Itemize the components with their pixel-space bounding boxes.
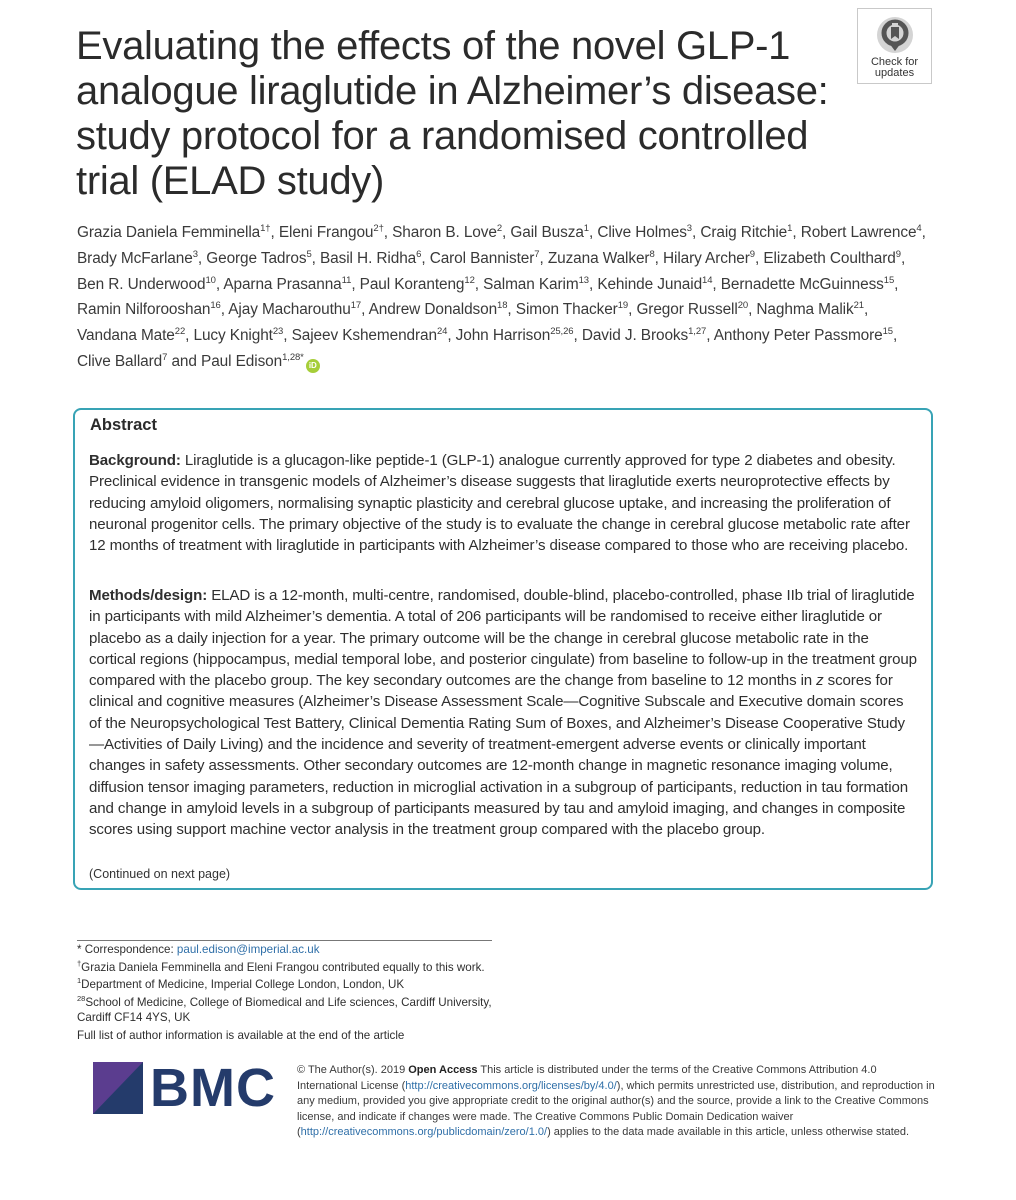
author-name-text: Simon Thacker xyxy=(515,301,618,319)
author-name-text: Kehinde Junaid xyxy=(597,275,703,293)
author-affiliation-sup: 7 xyxy=(534,248,540,260)
author-info-note: Full list of author information is available at the end of the article xyxy=(77,1028,405,1042)
author-name xyxy=(77,327,185,344)
license-text-3: ) applies to the data made available in this article, unless otherwise stated. xyxy=(547,1126,910,1139)
author-name xyxy=(77,353,167,370)
author-affiliation-sup: 10 xyxy=(205,274,216,286)
title-line: Evaluating the effects of the novel GLP-1 xyxy=(76,24,791,68)
author-name xyxy=(279,224,384,241)
background-label: Background: xyxy=(89,452,181,469)
author-affiliation-sup: 5 xyxy=(306,248,312,260)
author-name-text: Ramin Nilforooshan xyxy=(77,301,211,319)
abstract-background xyxy=(89,450,919,556)
author-name xyxy=(597,276,712,293)
author-affiliation-sup: 1,28* xyxy=(282,351,304,363)
open-access-label: Open Access xyxy=(408,1064,478,1076)
author-name xyxy=(228,301,361,318)
affiliation-28-text: School of Medicine, College of Biomedical and Life sciences, Cardiff University, Cardiff CF14 4YS, UK xyxy=(77,995,492,1025)
author-name xyxy=(714,327,893,344)
author-name-text: Gregor Russell xyxy=(636,301,738,319)
author-affiliation-sup: 8 xyxy=(649,248,655,260)
author-name xyxy=(721,276,894,293)
check-for-updates-line2: updates xyxy=(874,67,915,79)
author-affiliation-sup: 1,27 xyxy=(688,326,707,338)
author-name-text: Eleni Frangou xyxy=(278,224,374,241)
author-list: Grazia Daniela Femminella$^{1\dagger}$, Eleni Frangou$^{2\dagger}$, Sharon B. Love$^2$, Gail Busza$^1$, Clive Holmes$^3$, Craig Ritchie$^1$, Robert Lawrence$^4$, Brady McFarlane$^3$, George Tadros$^5$, Basil H. Ridha$^6$, Carol Bannister$^7$, Zuzana Walker$^8$, Hilary Archer$^9$, Elizabeth Coulthard$^9$, Ben R. Underwood$^{10}$, Aparna Prasanna$^{11}$, Paul Koranteng$^{12}$, Salman Karim$^{13}$, Kehinde Junaid$^{14}$, Bernadette McGuinness$^{15}$, Ramin Nilforooshan$^{16}$, Ajay Macharouthu$^{17}$, Andrew Donaldson$^{18}$, Simon Thacker$^{19}$, Gregor Russell$^{20}$, Naghma Malik$^{21}$, Vandana Mate$^{22}$, Lucy Knight$^{23}$, Sajeev Kshemendran$^{24}$, John Harrison$^{25,26}$, David J. Brooks$^{1,27}$, Anthony Peter Passmore$^{15}$, Clive Ballard$^7$ and Paul Edison$^{1,28*}$iD xyxy=(77,220,927,375)
affiliation-28-sup: 28 xyxy=(77,993,86,1003)
author-affiliation-sup: 1 xyxy=(583,222,589,234)
author-name xyxy=(369,301,508,318)
author-affiliation-sup: 15 xyxy=(882,326,893,338)
title-line: analogue liraglutide in Alzheimer’s disease: xyxy=(76,69,829,113)
affiliation-1 xyxy=(77,977,492,993)
author-affiliation-sup: 19 xyxy=(617,300,629,312)
author-name xyxy=(292,327,448,344)
author-name xyxy=(320,250,421,267)
affiliation-1-sup: 1 xyxy=(77,976,82,986)
correspondence-label: * Correspondence: xyxy=(77,943,174,956)
copyright-text: © The Author(s). 2019 xyxy=(297,1064,406,1076)
author-name-text: Gail Busza xyxy=(510,224,584,241)
check-for-updates-icon xyxy=(875,15,915,55)
affiliation-1-text: Department of Medicine, Imperial College London, London, UK xyxy=(81,978,405,992)
orcid-icon[interactable]: iD xyxy=(306,359,320,373)
author-name-text: David J. Brooks xyxy=(581,327,689,345)
correspondence-email-link[interactable]: paul.edison@imperial.ac.uk xyxy=(176,943,320,956)
author-name xyxy=(756,301,864,318)
author-name xyxy=(510,224,589,241)
author-affiliation-sup: 1 xyxy=(787,222,793,234)
author-name xyxy=(77,224,271,241)
author-name-text: Clive Ballard xyxy=(77,352,163,370)
author-affiliation-sup: 3 xyxy=(192,248,198,260)
author-name xyxy=(77,276,216,293)
title-line: trial (ELAD study) xyxy=(76,159,385,203)
author-affiliation-sup: 11 xyxy=(341,274,352,286)
author-name xyxy=(392,224,502,241)
author-affiliation-sup: 25,26 xyxy=(550,326,574,338)
methods-italic-z: z xyxy=(816,672,824,690)
license-statement xyxy=(297,1063,937,1141)
author-name-text: Elizabeth Coulthard xyxy=(763,249,896,267)
author-name-text: Bernadette McGuinness xyxy=(720,275,884,293)
author-affiliation-sup: 12 xyxy=(464,274,475,286)
author-name xyxy=(456,327,574,344)
author-name xyxy=(194,327,284,344)
author-affiliation-sup: 15 xyxy=(883,274,895,286)
author-name xyxy=(77,301,221,318)
author-name-text: John Harrison xyxy=(455,327,551,345)
author-name-text: Zuzana Walker xyxy=(547,249,650,267)
public-domain-url-link[interactable]: http://creativecommons.org/publicdomain/zero/1.0/ xyxy=(300,1126,548,1139)
author-name-text: Clive Holmes xyxy=(597,224,687,241)
author-name-text: Naghma Malik xyxy=(756,301,854,319)
author-affiliation-sup: 23 xyxy=(272,326,284,338)
author-name xyxy=(597,224,692,241)
methods-text-b: scores for clinical and cognitive measures (Alzheimer’s Disease Assessment Scale—Cognitive Subscale and Executive domain scores of the Neuropsychological Test Battery, Clinical Dementia Rating Sum of Boxes, and Alzheimer’s Disease Cooperative Study—Activities of Daily Living) and the incidence and severity of treatment-emergent adverse events or clinically important changes in safety assessments. Other secondary outcomes are 12-month change in magnetic resonance imaging volume, diffusion tensor imaging parameters, reduction in microglial activation in a subgroup of participants, reduction in tau formation and change in amyloid levels in a subgroup of participants measured by tau and amyloid imaging, and changes in composite scores using support machine vector analysis in the treatment group compared with the placebo group. xyxy=(89,672,909,839)
author-affiliation-sup: 9 xyxy=(895,248,901,260)
author-name-text: Ben R. Underwood xyxy=(77,275,206,293)
affiliation-28 xyxy=(77,995,492,1026)
author-name xyxy=(582,327,706,344)
dagger-sup: † xyxy=(77,958,82,968)
background-text: Liraglutide is a glucagon-like peptide-1 (GLP-1) analogue currently approved for type 2 diabetes and obesity. Preclinical evidence in transgenic models of Alzheimer’s disease suggests that liraglutide exerts neuroprotective effects by reducing amyloid oligomers, normalising synaptic plasticity and cerebral glucose uptake, and increasing the proliferation of neuronal progenitor cells. The primary objective of the study is to evaluate the change in cerebral glucose metabolic rate after 12 months of treatment with liraglutide in participants with Alzheimer’s disease compared to those who are receiving placebo. xyxy=(89,452,910,555)
license-text-1: This article is distributed under the terms of the Creative Commons Attribution 4.0 International License ( xyxy=(297,1064,877,1092)
author-name-text: Ajay Macharouthu xyxy=(228,301,351,319)
author-name xyxy=(763,250,901,267)
author-affiliation-sup: 3 xyxy=(686,222,692,234)
authors-and: and xyxy=(171,352,197,370)
equal-contribution-note xyxy=(77,960,492,976)
equal-contribution-text: Grazia Daniela Femminella and Eleni Frangou contributed equally to this work. xyxy=(81,960,485,974)
author-name xyxy=(700,224,792,241)
author-name-text: Vandana Mate xyxy=(77,327,175,345)
author-affiliation-sup: 7 xyxy=(162,351,168,363)
author-name-text: George Tadros xyxy=(206,249,307,267)
author-affiliation-sup: 17 xyxy=(350,300,362,312)
author-affiliation-sup: 9 xyxy=(749,248,755,260)
bmc-wordmark: BMC xyxy=(150,1058,276,1118)
continued-note: (Continued on next page) xyxy=(89,867,231,881)
author-name-text: Hilary Archer xyxy=(662,249,750,267)
author-name-text: Robert Lawrence xyxy=(800,224,917,241)
author-affiliation-sup: 18 xyxy=(497,300,508,312)
author-affiliation-sup: 2† xyxy=(373,222,384,234)
author-name xyxy=(801,224,922,241)
author-affiliation-sup: 13 xyxy=(578,274,589,286)
check-for-updates-badge[interactable] xyxy=(857,8,932,84)
license-url-link[interactable]: http://creativecommons.org/licenses/by/4.0/ xyxy=(405,1079,617,1092)
footnote-divider xyxy=(77,940,492,941)
author-name-text: Carol Bannister xyxy=(429,249,535,267)
footnotes xyxy=(77,942,492,1046)
author-name xyxy=(77,250,198,267)
abstract-methods xyxy=(89,585,919,841)
author-name xyxy=(663,250,755,267)
methods-text-a: ELAD is a 12-month, multi-centre, randomised, double-blind, placebo-controlled, phase IIb trial of liraglutide in participants with mild Alzheimer’s dementia. A total of 206 participants will be randomised to receive either liraglutide or placebo as a daily injection for a year. The primary outcome will be the change in cerebral glucose metabolic rate in the cortical regions (hippocampus, medial temporal lobe, and posterior cingulate) from baseline to follow-up in the treatment group compared with the placebo group. The key secondary outcomes are the change from baseline to 12 months in xyxy=(89,587,917,690)
bmc-logo[interactable] xyxy=(93,1058,276,1120)
author-name xyxy=(636,301,748,318)
author-affiliation-sup: 1† xyxy=(260,222,271,234)
correspondence-line xyxy=(77,942,492,958)
author-affiliation-sup: 2 xyxy=(496,222,503,234)
author-name-text: Brady McFarlane xyxy=(77,249,193,267)
author-name-text: Paul Edison xyxy=(201,352,283,370)
author-affiliation-sup: 22 xyxy=(174,326,186,338)
author-name xyxy=(223,276,351,293)
methods-label: Methods/design: xyxy=(89,587,208,604)
author-name-text: Sharon B. Love xyxy=(392,224,497,241)
title-line: study protocol for a randomised controlled xyxy=(76,114,809,158)
author-name-text: Grazia Daniela Femminella xyxy=(77,224,261,241)
author-affiliation-sup: 20 xyxy=(737,300,749,312)
author-name-text: Aparna Prasanna xyxy=(223,275,342,293)
license-text-2: ), which permits unrestricted use, distribution, and reproduction in any medium, provided you give appropriate credit to the original author(s) and the source, provide a link to the Creative Commons license, and indicate if changes were made. The Creative Commons Public Domain Dedication waiver ( xyxy=(297,1079,935,1139)
abstract-heading: Abstract xyxy=(90,416,157,434)
author-name-text: Paul Koranteng xyxy=(359,275,465,293)
author-name-text: Salman Karim xyxy=(483,275,579,293)
author-name-text: Sajeev Kshemendran xyxy=(291,327,437,345)
abstract-box xyxy=(73,408,933,890)
author-affiliation-sup: 24 xyxy=(436,326,448,338)
author-name xyxy=(516,301,628,318)
author-name xyxy=(548,250,655,267)
author-name-text: Lucy Knight xyxy=(193,327,273,345)
author-affiliation-sup: 4 xyxy=(916,222,922,234)
author-affiliation-sup: 14 xyxy=(702,274,713,286)
author-name xyxy=(483,276,589,293)
author-name-text: Andrew Donaldson xyxy=(368,301,498,319)
check-for-updates-line1: Check for xyxy=(870,56,919,68)
author-name-text: Basil H. Ridha xyxy=(320,249,417,267)
author-name xyxy=(360,276,475,293)
bmc-mark-icon xyxy=(93,1062,143,1114)
author-affiliation-sup: 16 xyxy=(210,300,221,312)
article-title xyxy=(76,24,846,204)
author-name-text: Anthony Peter Passmore xyxy=(713,327,883,345)
author-name-text: Craig Ritchie xyxy=(700,224,788,241)
author-name xyxy=(201,353,304,370)
author-name xyxy=(206,250,311,267)
author-affiliation-sup: 6 xyxy=(416,248,422,260)
author-affiliation-sup: 21 xyxy=(853,300,864,312)
author-name xyxy=(430,250,540,267)
